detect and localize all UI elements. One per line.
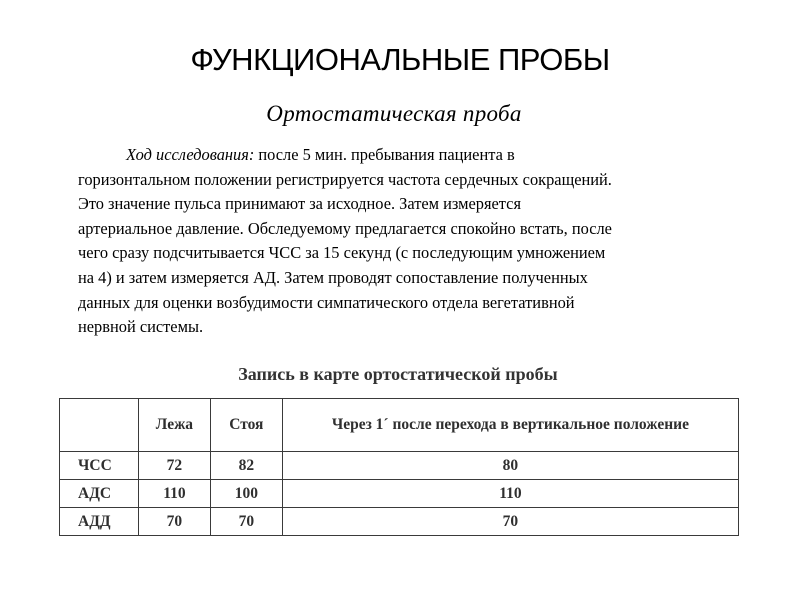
paragraph-line: чего сразу подсчитывается ЧСС за 15 секунд (с последующим умножением bbox=[78, 243, 606, 263]
table-cell: 72 bbox=[138, 452, 210, 480]
header-cell-standing: Стоя bbox=[210, 399, 282, 452]
paragraph-line: нервной системы. bbox=[78, 317, 204, 337]
table-cell: 100 bbox=[210, 480, 282, 508]
row-label: АДС bbox=[60, 480, 139, 508]
table-caption: Запись в карте ортостатической пробы bbox=[238, 364, 558, 384]
paragraph-line bbox=[78, 143, 743, 168]
table-row bbox=[60, 508, 739, 536]
table-cell: 110 bbox=[282, 480, 738, 508]
table-cell: 70 bbox=[210, 508, 282, 536]
table-cell: 70 bbox=[282, 508, 738, 536]
row-label: ЧСС bbox=[60, 452, 139, 480]
table-cell: 80 bbox=[282, 452, 738, 480]
paragraph-lead: Ход исследования: bbox=[126, 145, 259, 164]
orthostatic-table bbox=[59, 398, 739, 536]
paragraph-line: горизонтальном положении регистрируется частота сердечных сокращений. bbox=[78, 169, 612, 189]
page-title: ФУНКЦИОНАЛЬНЫЕ ПРОБЫ bbox=[190, 42, 610, 77]
header-cell-lying: Лежа bbox=[138, 399, 210, 452]
header-cell-empty bbox=[60, 399, 139, 452]
table-header-row bbox=[60, 399, 739, 452]
page-subtitle: Ортостатическая проба bbox=[266, 101, 522, 126]
header-cell-after-1-min: Через 1´ после перехода в вертикальное положение bbox=[282, 399, 738, 452]
paragraph-line: Это значение пульса принимают за исходное. Затем измеряется bbox=[78, 194, 521, 214]
table-cell: 82 bbox=[210, 452, 282, 480]
procedure-paragraph bbox=[78, 143, 743, 340]
paragraph-line-text: после 5 мин. пребывания пациента в bbox=[258, 145, 515, 164]
table-row bbox=[60, 452, 739, 480]
row-label: АДД bbox=[60, 508, 139, 536]
table-cell: 70 bbox=[138, 508, 210, 536]
table-row bbox=[60, 480, 739, 508]
paragraph-line: данных для оценки возбудимости симпатического отдела вегетативной bbox=[78, 292, 575, 312]
paragraph-line: на 4) и затем измеряется АД. Затем проводят сопоставление полученных bbox=[78, 267, 588, 287]
table-cell: 110 bbox=[138, 480, 210, 508]
paragraph-line: артериальное давление. Обследуемому предлагается спокойно встать, после bbox=[78, 218, 612, 238]
